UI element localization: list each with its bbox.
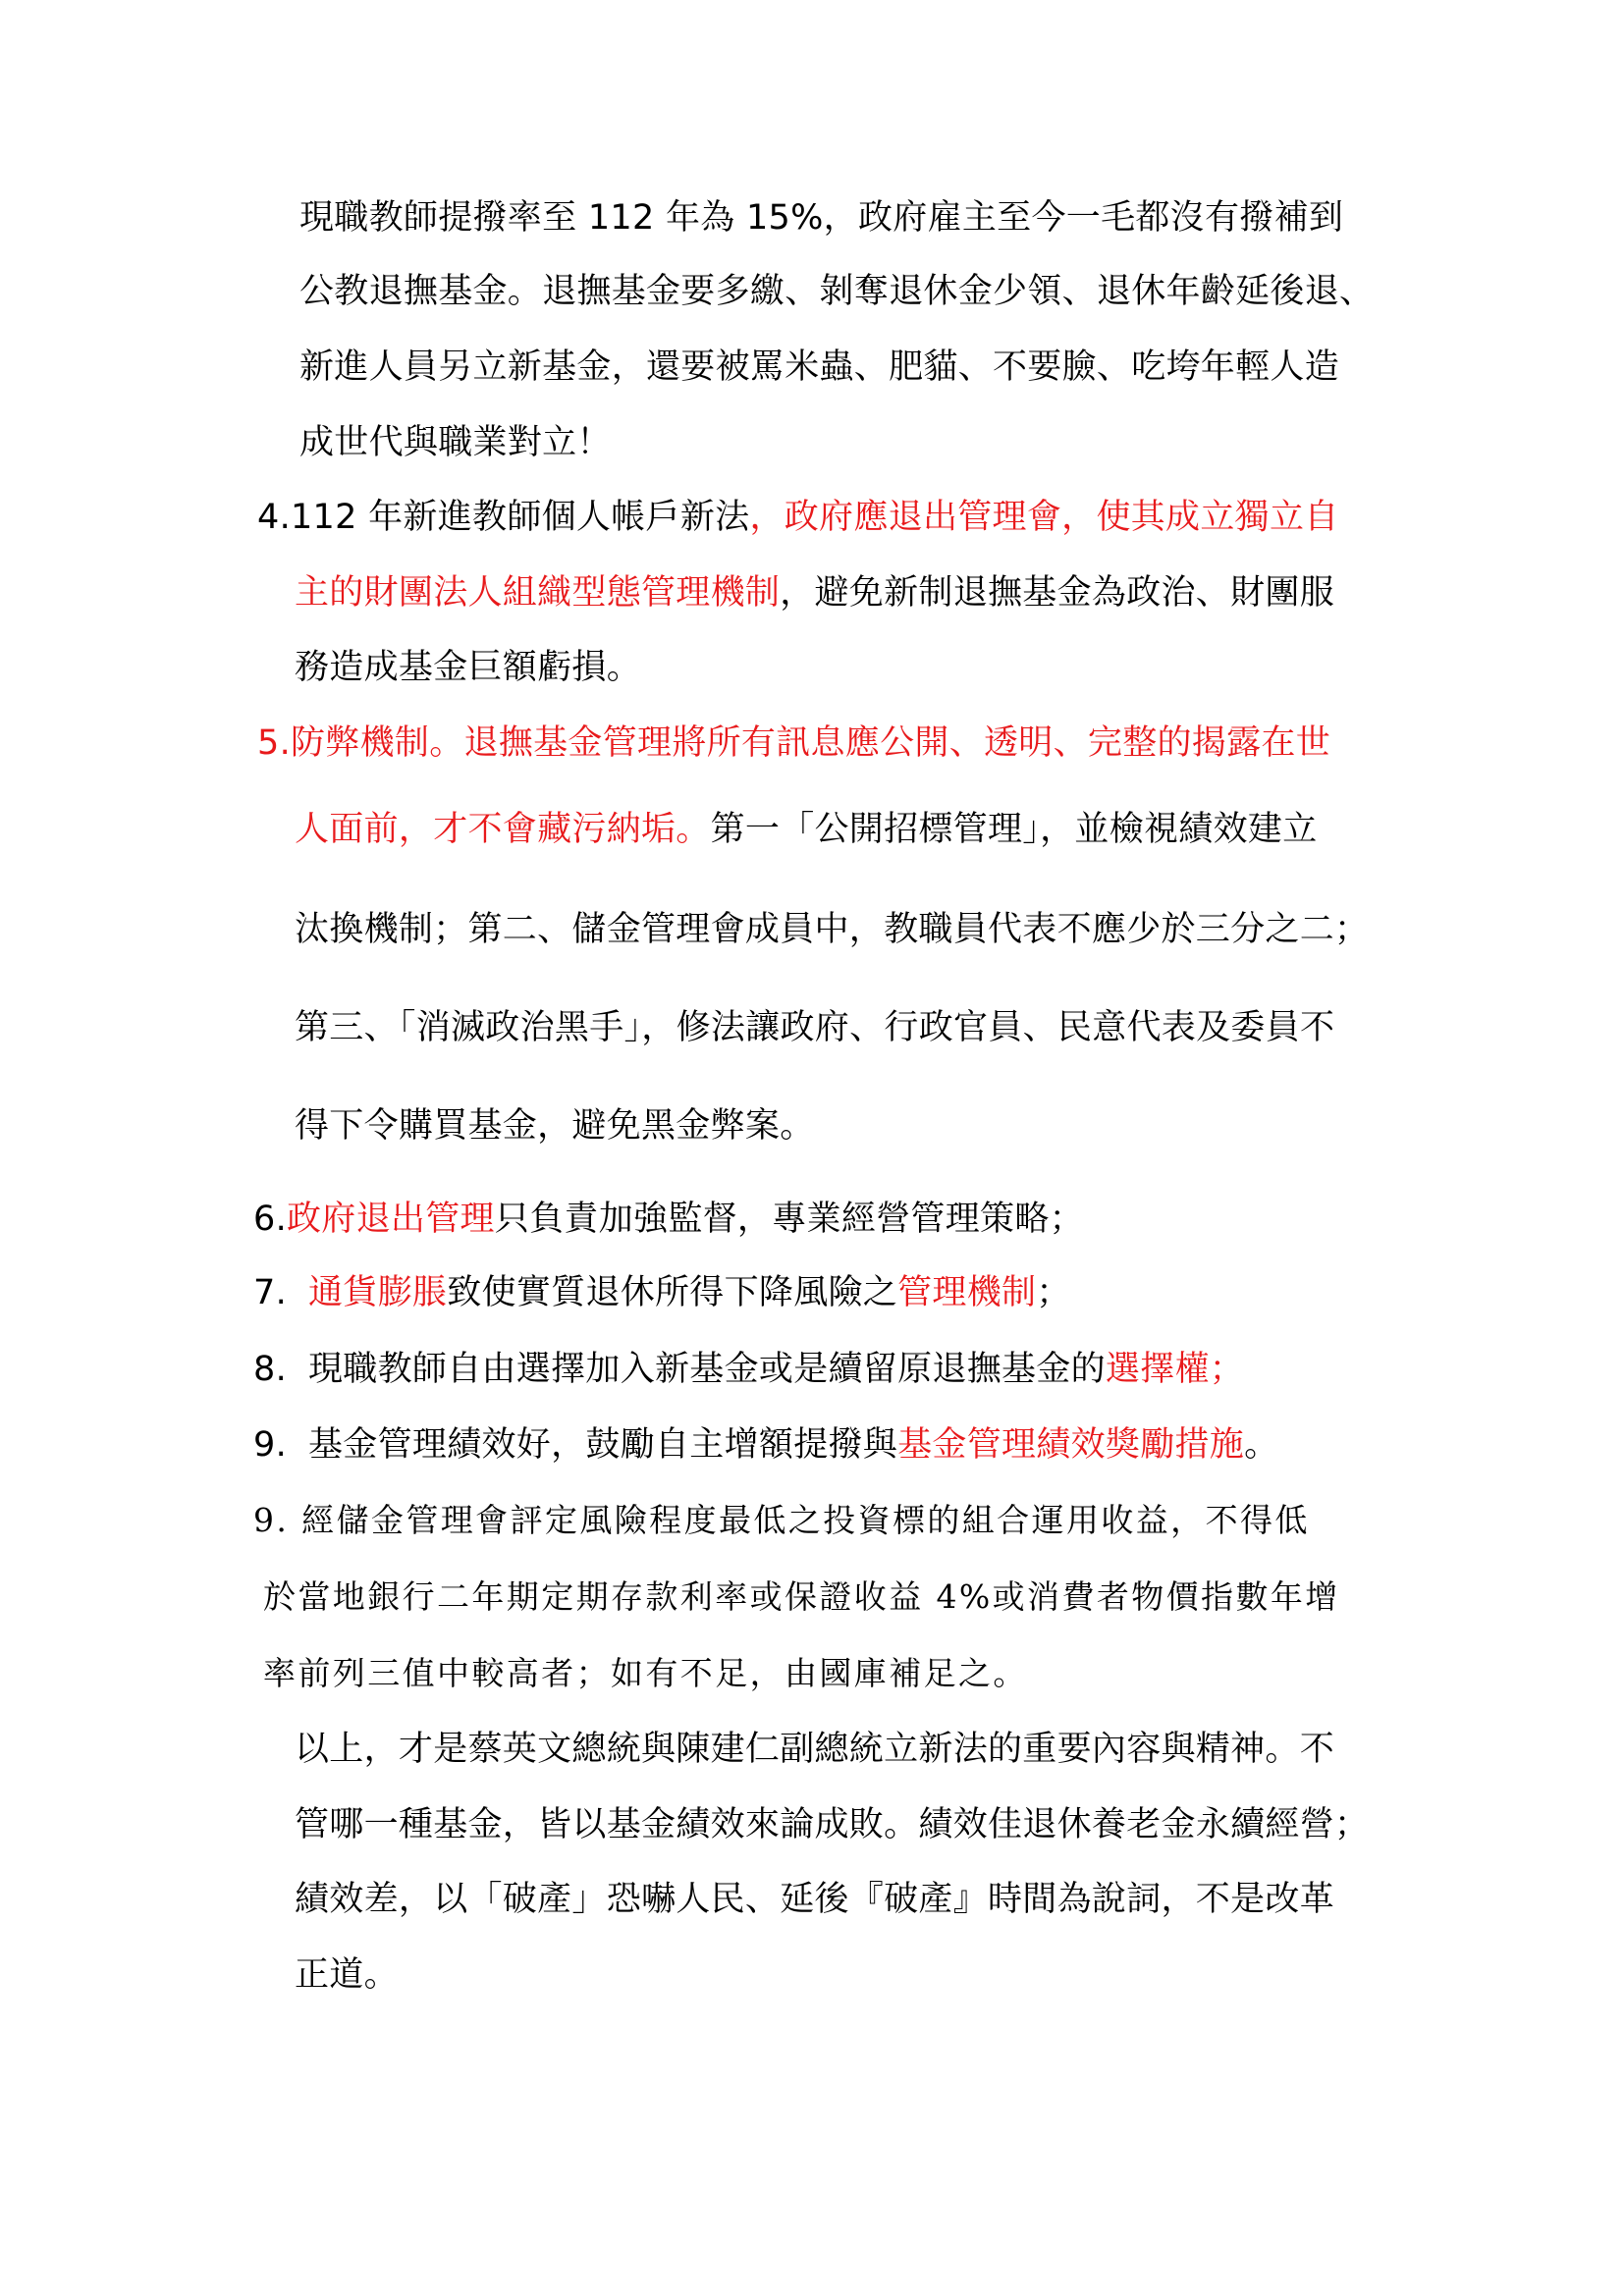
item-5-line-3: 汰換機制；第二、儲金管理會成員中，教職員代表不應少於三分之二；	[295, 910, 1370, 949]
intro-line-3: 新進人員另立新基金，還要被罵米蟲、肥貓、不要臉、吃垮年輕人造	[299, 347, 1340, 387]
item-7-end: ；	[1036, 1273, 1071, 1312]
item-5-rest-2: 第一「公開招標管理」，並檢視績效建立	[710, 810, 1318, 849]
item-7-mid: 致使實質退休所得下降風險之	[447, 1273, 898, 1312]
item-6-rest: 只負責加強監督，專業經營管理策略；	[494, 1200, 1084, 1239]
intro-line-2: 公教退撫基金。退撫基金要多繳、剝奪退休金少領、退休年齡延後退、	[299, 272, 1375, 311]
item-9a-end: 。	[1244, 1425, 1279, 1465]
item-4-line-3: 務造成基金巨額虧損。	[295, 648, 642, 687]
item-7	[253, 1273, 1071, 1312]
item-4-prefix: 4.112 年新進教師個人帳戶新法	[257, 498, 750, 537]
item-9a-number: 9.	[253, 1425, 287, 1465]
item-5-line-4: 第三、「消滅政治黑手」，修法讓政府、行政官員、民意代表及委員不	[295, 1008, 1335, 1047]
item-8	[253, 1350, 1245, 1389]
conclusion-line-2: 管哪一種基金，皆以基金績效來論成敗。績效佳退休養老金永續經營；	[295, 1805, 1370, 1844]
intro-line-1: 現職教師提撥率至 112 年為 15%，政府雇主至今一毛都沒有撥補到	[299, 198, 1344, 238]
item-7-emphasis-2: 管理機制	[897, 1273, 1037, 1312]
conclusion-line-1: 以上，才是蔡英文總統與陳建仁副總統立新法的重要內容與精神。不	[295, 1730, 1335, 1769]
item-4-rest-2: ，避免新制退撫基金為政治、財團服	[780, 573, 1335, 613]
item-7-emphasis-1: 通貨膨脹	[308, 1273, 448, 1312]
item-6-number: 6.	[253, 1200, 287, 1239]
item-8-number: 8.	[253, 1350, 287, 1389]
item-9b-line-2: 於當地銀行二年期定期存款利率或保證收益 4%或消費者物價指數年增	[263, 1577, 1340, 1616]
item-9b-line-1: 9. 經儲金管理會評定風險程度最低之投資標的組合運用收益，不得低	[253, 1501, 1310, 1539]
conclusion-line-3: 績效差，以「破產」恐嚇人民、延後『破產』時間為說詞，不是改革	[295, 1880, 1335, 1919]
item-6-emphasis: 政府退出管理	[287, 1200, 495, 1239]
item-4-line-1	[257, 498, 1339, 537]
item-4-emphasis-2: 主的財團法人組織型態管理機制	[295, 573, 781, 613]
item-5-line-2	[295, 810, 1318, 849]
item-9a	[253, 1425, 1279, 1465]
item-5-line-5: 得下令購買基金，避免黑金弊案。	[295, 1106, 815, 1146]
item-9a-emphasis: 基金管理績效獎勵措施	[897, 1425, 1245, 1465]
item-9a-text: 基金管理績效好，鼓勵自主增額提撥與	[308, 1425, 898, 1465]
item-5-line-1: 5.防弊機制。退撫基金管理將所有訊息應公開、透明、完整的揭露在世	[257, 723, 1330, 763]
item-8-emphasis: 選擇權；	[1105, 1350, 1245, 1389]
item-5-emphasis-2: 人面前，才不會藏污納垢。	[295, 810, 711, 849]
item-4-line-2	[295, 573, 1335, 613]
item-9b-line-3: 率前列三值中較高者；如有不足，由國庫補足之。	[263, 1654, 1028, 1692]
item-4-emphasis-1: ，政府應退出管理會，使其成立獨立自	[749, 498, 1339, 537]
item-7-number: 7.	[253, 1273, 287, 1312]
conclusion-line-4: 正道。	[295, 1955, 399, 1995]
item-8-text: 現職教師自由選擇加入新基金或是續留原退撫基金的	[308, 1350, 1106, 1389]
intro-line-4: 成世代與職業對立！	[299, 423, 612, 462]
item-6	[253, 1202, 1084, 1237]
